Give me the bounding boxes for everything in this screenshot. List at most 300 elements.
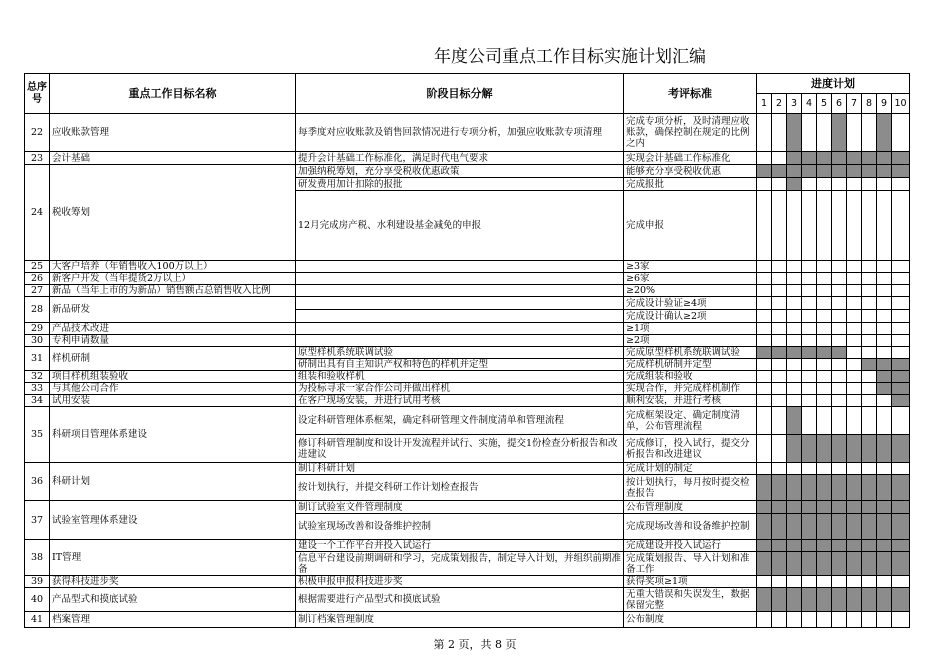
progress-cell-month-5 <box>817 261 832 273</box>
progress-cell-month-2 <box>772 359 787 371</box>
progress-cell-month-8 <box>862 114 877 152</box>
progress-cell-month-1 <box>757 359 772 371</box>
progress-cell-month-9 <box>877 407 892 435</box>
progress-cell-month-1 <box>757 152 772 165</box>
progress-cell-month-9 <box>877 576 892 588</box>
row-criteria: ≥1项 <box>624 323 757 335</box>
progress-cell-month-9 <box>877 335 892 347</box>
progress-cell-month-4 <box>802 552 817 576</box>
progress-cell-month-10 <box>892 407 910 435</box>
progress-cell-month-3 <box>787 335 802 347</box>
progress-cell-month-9 <box>877 383 892 395</box>
progress-cell-month-5 <box>817 323 832 335</box>
row-criteria: 完成现场改善和设备维护控制 <box>624 514 757 540</box>
progress-cell-month-5 <box>817 347 832 359</box>
progress-cell-month-5 <box>817 588 832 612</box>
progress-cell-month-1 <box>757 261 772 273</box>
progress-cell-month-5 <box>817 407 832 435</box>
progress-cell-month-4 <box>802 576 817 588</box>
row-goal-name: 大客户培养（年销售收入100万以上） <box>50 261 296 273</box>
progress-cell-month-6 <box>832 435 847 463</box>
progress-cell-month-10 <box>892 165 910 178</box>
progress-cell-month-4 <box>802 178 817 191</box>
progress-cell-month-1 <box>757 540 772 552</box>
progress-cell-month-3 <box>787 407 802 435</box>
progress-cell-month-10 <box>892 310 910 323</box>
table-row <box>25 297 910 310</box>
progress-cell-month-7 <box>847 383 862 395</box>
progress-cell-month-8 <box>862 347 877 359</box>
progress-cell-month-2 <box>772 261 787 273</box>
progress-cell-month-3 <box>787 359 802 371</box>
progress-cell-month-2 <box>772 588 787 612</box>
table-row <box>25 114 910 152</box>
row-stage-breakdown: 设定科研管理体系框架，确定科研管理文件制度清单和管理流程 <box>296 407 624 435</box>
progress-cell-month-2 <box>772 114 787 152</box>
progress-cell-month-7 <box>847 475 862 501</box>
progress-cell-month-7 <box>847 165 862 178</box>
row-stage-breakdown: 在客户现场安装，并进行试用考核 <box>296 395 624 407</box>
header-month-10: 10 <box>892 94 910 114</box>
progress-cell-month-1 <box>757 165 772 178</box>
progress-cell-month-4 <box>802 407 817 435</box>
progress-cell-month-9 <box>877 359 892 371</box>
progress-cell-month-5 <box>817 178 832 191</box>
progress-cell-month-4 <box>802 323 817 335</box>
progress-cell-month-7 <box>847 273 862 285</box>
row-goal-name: 项目样机组装验收 <box>50 371 296 383</box>
header-breakdown: 阶段目标分解 <box>296 74 624 114</box>
table-row <box>25 407 910 435</box>
progress-cell-month-10 <box>892 178 910 191</box>
progress-cell-month-8 <box>862 514 877 540</box>
progress-cell-month-5 <box>817 501 832 514</box>
progress-cell-month-6 <box>832 588 847 612</box>
progress-cell-month-3 <box>787 191 802 261</box>
row-stage-breakdown: 提升会计基础工作标准化，满足时代电气要求 <box>296 152 624 165</box>
progress-cell-month-6 <box>832 178 847 191</box>
row-criteria: ≥2项 <box>624 335 757 347</box>
progress-cell-month-2 <box>772 297 787 310</box>
progress-cell-month-7 <box>847 576 862 588</box>
progress-cell-month-1 <box>757 475 772 501</box>
row-stage-breakdown: 信息平台建设前期调研和学习，完成策划报告，制定导入计划，并组织前期准备 <box>296 552 624 576</box>
progress-cell-month-8 <box>862 285 877 297</box>
progress-cell-month-7 <box>847 347 862 359</box>
progress-cell-month-6 <box>832 261 847 273</box>
progress-cell-month-10 <box>892 435 910 463</box>
row-seq-number: 24 <box>25 165 50 261</box>
row-criteria: 公布管理制度 <box>624 501 757 514</box>
progress-cell-month-9 <box>877 501 892 514</box>
progress-cell-month-10 <box>892 383 910 395</box>
progress-cell-month-10 <box>892 323 910 335</box>
progress-cell-month-3 <box>787 435 802 463</box>
row-stage-breakdown: 研制出具有自主知识产权和特色的样机并定型 <box>296 359 624 371</box>
progress-cell-month-8 <box>862 178 877 191</box>
progress-cell-month-7 <box>847 395 862 407</box>
row-stage-breakdown: 积极申报申报科技进步奖 <box>296 576 624 588</box>
progress-cell-month-6 <box>832 347 847 359</box>
row-criteria: 完成计划的制定 <box>624 463 757 475</box>
progress-cell-month-2 <box>772 463 787 475</box>
row-seq-number: 22 <box>25 114 50 152</box>
progress-cell-month-8 <box>862 435 877 463</box>
table-row <box>25 383 910 395</box>
progress-cell-month-3 <box>787 475 802 501</box>
progress-cell-month-10 <box>892 576 910 588</box>
progress-cell-month-10 <box>892 335 910 347</box>
progress-cell-month-2 <box>772 501 787 514</box>
progress-cell-month-7 <box>847 285 862 297</box>
progress-cell-month-4 <box>802 588 817 612</box>
row-criteria: 完成原型样机系统联调试验 <box>624 347 757 359</box>
row-criteria: ≥20% <box>624 285 757 297</box>
progress-cell-month-9 <box>877 178 892 191</box>
progress-cell-month-10 <box>892 261 910 273</box>
progress-cell-month-8 <box>862 297 877 310</box>
progress-cell-month-3 <box>787 552 802 576</box>
progress-cell-month-4 <box>802 297 817 310</box>
progress-cell-month-7 <box>847 407 862 435</box>
progress-cell-month-8 <box>862 576 877 588</box>
progress-cell-month-10 <box>892 514 910 540</box>
row-criteria: 按计划执行，每月按时提交检查报告 <box>624 475 757 501</box>
progress-cell-month-4 <box>802 261 817 273</box>
row-criteria: 能够充分享受税收优惠 <box>624 165 757 178</box>
table-row <box>25 371 910 383</box>
progress-cell-month-10 <box>892 359 910 371</box>
progress-cell-month-3 <box>787 347 802 359</box>
progress-cell-month-10 <box>892 152 910 165</box>
progress-cell-month-8 <box>862 407 877 435</box>
progress-cell-month-6 <box>832 501 847 514</box>
progress-cell-month-5 <box>817 165 832 178</box>
row-criteria: 完成修订，投入试行，提交分析报告和改进建议 <box>624 435 757 463</box>
table-row <box>25 273 910 285</box>
progress-cell-month-3 <box>787 514 802 540</box>
row-goal-name: 产品型式和摸底试验 <box>50 588 296 612</box>
row-stage-breakdown: 制订科研计划 <box>296 463 624 475</box>
progress-cell-month-3 <box>787 612 802 628</box>
progress-cell-month-2 <box>772 178 787 191</box>
row-goal-name: 会计基础 <box>50 152 296 165</box>
row-seq-number: 41 <box>25 612 50 628</box>
table-row <box>25 540 910 552</box>
row-seq-number: 25 <box>25 261 50 273</box>
row-criteria: 完成设计验证≥4项 <box>624 297 757 310</box>
row-stage-breakdown: 每季度对应收账款及销售回款情况进行专项分析，加强应收账款专项清理 <box>296 114 624 152</box>
row-seq-number: 31 <box>25 347 50 371</box>
progress-cell-month-6 <box>832 285 847 297</box>
progress-cell-month-1 <box>757 178 772 191</box>
row-criteria: 完成建设并投入试运行 <box>624 540 757 552</box>
table-row <box>25 501 910 514</box>
row-stage-breakdown <box>296 323 624 335</box>
header-progress: 进度计划 <box>757 74 910 94</box>
progress-cell-month-9 <box>877 191 892 261</box>
progress-cell-month-2 <box>772 552 787 576</box>
progress-cell-month-1 <box>757 297 772 310</box>
progress-cell-month-6 <box>832 371 847 383</box>
progress-cell-month-1 <box>757 114 772 152</box>
progress-cell-month-9 <box>877 540 892 552</box>
row-stage-breakdown: 12月完成房产税、水利建设基金减免的申报 <box>296 191 624 261</box>
row-goal-name: 税收筹划 <box>50 165 296 261</box>
row-seq-number: 30 <box>25 335 50 347</box>
progress-cell-month-9 <box>877 297 892 310</box>
progress-cell-month-7 <box>847 310 862 323</box>
progress-cell-month-1 <box>757 435 772 463</box>
progress-cell-month-6 <box>832 310 847 323</box>
header-month-8: 8 <box>862 94 877 114</box>
progress-cell-month-2 <box>772 165 787 178</box>
progress-cell-month-6 <box>832 114 847 152</box>
progress-cell-month-8 <box>862 310 877 323</box>
progress-cell-month-8 <box>862 395 877 407</box>
progress-cell-month-8 <box>862 371 877 383</box>
page-title: 年度公司重点工作目标实施计划汇编 <box>434 47 706 67</box>
progress-cell-month-4 <box>802 475 817 501</box>
progress-cell-month-1 <box>757 371 772 383</box>
progress-cell-month-2 <box>772 371 787 383</box>
progress-cell-month-2 <box>772 273 787 285</box>
page-footer: 第 2 页，共 8 页 <box>433 638 517 651</box>
progress-cell-month-6 <box>832 359 847 371</box>
progress-cell-month-6 <box>832 540 847 552</box>
progress-cell-month-8 <box>862 552 877 576</box>
row-stage-breakdown: 研发费用加计扣除的报批 <box>296 178 624 191</box>
progress-cell-month-1 <box>757 552 772 576</box>
header-month-3: 3 <box>787 94 802 114</box>
row-stage-breakdown: 制订试验室文件管理制度 <box>296 501 624 514</box>
progress-cell-month-2 <box>772 514 787 540</box>
row-goal-name: 新品（当年上市的为新品）销售额占总销售收入比例 <box>50 285 296 297</box>
row-seq-number: 36 <box>25 463 50 501</box>
progress-cell-month-6 <box>832 152 847 165</box>
row-stage-breakdown: 制订档案管理制度 <box>296 612 624 628</box>
progress-cell-month-7 <box>847 152 862 165</box>
header-month-6: 6 <box>832 94 847 114</box>
progress-cell-month-7 <box>847 552 862 576</box>
progress-cell-month-1 <box>757 463 772 475</box>
progress-cell-month-1 <box>757 285 772 297</box>
progress-cell-month-5 <box>817 612 832 628</box>
progress-cell-month-5 <box>817 371 832 383</box>
progress-cell-month-2 <box>772 435 787 463</box>
progress-cell-month-6 <box>832 383 847 395</box>
progress-cell-month-8 <box>862 540 877 552</box>
progress-cell-month-7 <box>847 323 862 335</box>
progress-cell-month-4 <box>802 612 817 628</box>
progress-cell-month-1 <box>757 576 772 588</box>
row-stage-breakdown <box>296 335 624 347</box>
progress-cell-month-10 <box>892 347 910 359</box>
row-stage-breakdown <box>296 297 624 310</box>
progress-cell-month-2 <box>772 347 787 359</box>
progress-cell-month-9 <box>877 261 892 273</box>
progress-cell-month-1 <box>757 347 772 359</box>
progress-cell-month-1 <box>757 407 772 435</box>
row-criteria: 完成策划报告、导入计划和准备工作 <box>624 552 757 576</box>
row-goal-name: 试用安装 <box>50 395 296 407</box>
progress-cell-month-7 <box>847 297 862 310</box>
progress-cell-month-2 <box>772 335 787 347</box>
progress-cell-month-2 <box>772 310 787 323</box>
header-criteria: 考评标准 <box>624 74 757 114</box>
row-stage-breakdown: 建设一个工作平台并投入试运行 <box>296 540 624 552</box>
progress-cell-month-8 <box>862 165 877 178</box>
header-month-7: 7 <box>847 94 862 114</box>
row-goal-name: 专利申请数量 <box>50 335 296 347</box>
table-row <box>25 347 910 359</box>
progress-cell-month-3 <box>787 395 802 407</box>
progress-cell-month-5 <box>817 273 832 285</box>
progress-cell-month-3 <box>787 383 802 395</box>
table-row <box>25 323 910 335</box>
row-criteria: 完成组装和验收 <box>624 371 757 383</box>
row-criteria: ≥6家 <box>624 273 757 285</box>
progress-cell-month-9 <box>877 165 892 178</box>
progress-cell-month-10 <box>892 191 910 261</box>
header-name: 重点工作目标名称 <box>50 74 296 114</box>
row-seq-number: 28 <box>25 297 50 323</box>
row-stage-breakdown: 组装和验收样机 <box>296 371 624 383</box>
row-criteria: 顺利安装，并进行考核 <box>624 395 757 407</box>
progress-cell-month-8 <box>862 323 877 335</box>
row-seq-number: 39 <box>25 576 50 588</box>
row-seq-number: 34 <box>25 395 50 407</box>
progress-cell-month-1 <box>757 310 772 323</box>
progress-cell-month-3 <box>787 285 802 297</box>
progress-cell-month-3 <box>787 152 802 165</box>
progress-cell-month-4 <box>802 310 817 323</box>
progress-cell-month-10 <box>892 285 910 297</box>
progress-cell-month-7 <box>847 261 862 273</box>
progress-cell-month-4 <box>802 383 817 395</box>
row-seq-number: 26 <box>25 273 50 285</box>
progress-cell-month-5 <box>817 297 832 310</box>
progress-cell-month-5 <box>817 552 832 576</box>
row-criteria: 实现合作，并完成样机制作 <box>624 383 757 395</box>
progress-cell-month-8 <box>862 463 877 475</box>
progress-cell-month-6 <box>832 407 847 435</box>
table-row <box>25 165 910 178</box>
header-month-1: 1 <box>757 94 772 114</box>
progress-cell-month-2 <box>772 407 787 435</box>
progress-cell-month-5 <box>817 359 832 371</box>
progress-cell-month-10 <box>892 612 910 628</box>
row-criteria: 实现会计基础工作标准化 <box>624 152 757 165</box>
row-stage-breakdown: 加强纳税筹划，充分享受税收优惠政策 <box>296 165 624 178</box>
progress-cell-month-3 <box>787 501 802 514</box>
progress-cell-month-1 <box>757 501 772 514</box>
progress-cell-month-5 <box>817 463 832 475</box>
progress-cell-month-1 <box>757 514 772 540</box>
progress-cell-month-7 <box>847 612 862 628</box>
progress-cell-month-7 <box>847 114 862 152</box>
progress-cell-month-5 <box>817 475 832 501</box>
progress-cell-month-4 <box>802 347 817 359</box>
progress-cell-month-10 <box>892 501 910 514</box>
progress-cell-month-3 <box>787 114 802 152</box>
progress-cell-month-8 <box>862 191 877 261</box>
row-criteria: 完成申报 <box>624 191 757 261</box>
row-goal-name: 与其他公司合作 <box>50 383 296 395</box>
row-stage-breakdown: 为投标寻求一家合作公司并做出样机 <box>296 383 624 395</box>
progress-cell-month-8 <box>862 501 877 514</box>
progress-cell-month-7 <box>847 191 862 261</box>
progress-cell-month-3 <box>787 323 802 335</box>
row-seq-number: 29 <box>25 323 50 335</box>
row-criteria: 公布制度 <box>624 612 757 628</box>
row-goal-name: 产品技术改进 <box>50 323 296 335</box>
header-month-4: 4 <box>802 94 817 114</box>
progress-cell-month-3 <box>787 273 802 285</box>
row-stage-breakdown: 试验室现场改善和设备维护控制 <box>296 514 624 540</box>
progress-cell-month-4 <box>802 114 817 152</box>
progress-cell-month-10 <box>892 552 910 576</box>
row-stage-breakdown: 按计划执行，并提交科研工作计划检查报告 <box>296 475 624 501</box>
progress-cell-month-5 <box>817 576 832 588</box>
progress-cell-month-4 <box>802 273 817 285</box>
progress-cell-month-8 <box>862 335 877 347</box>
progress-cell-month-8 <box>862 273 877 285</box>
progress-cell-month-6 <box>832 514 847 540</box>
progress-cell-month-8 <box>862 383 877 395</box>
progress-cell-month-2 <box>772 612 787 628</box>
progress-cell-month-1 <box>757 612 772 628</box>
row-goal-name: 新客户开发（当年提货2万以上） <box>50 273 296 285</box>
progress-cell-month-2 <box>772 475 787 501</box>
progress-cell-month-2 <box>772 191 787 261</box>
row-goal-name: 获得科技进步奖 <box>50 576 296 588</box>
progress-cell-month-6 <box>832 335 847 347</box>
progress-cell-month-6 <box>832 323 847 335</box>
progress-cell-month-10 <box>892 463 910 475</box>
progress-cell-month-3 <box>787 165 802 178</box>
progress-cell-month-3 <box>787 371 802 383</box>
header-month-5: 5 <box>817 94 832 114</box>
progress-cell-month-7 <box>847 588 862 612</box>
table-row <box>25 576 910 588</box>
progress-cell-month-10 <box>892 475 910 501</box>
progress-cell-month-3 <box>787 178 802 191</box>
progress-cell-month-1 <box>757 335 772 347</box>
progress-cell-month-8 <box>862 612 877 628</box>
progress-cell-month-3 <box>787 310 802 323</box>
progress-cell-month-7 <box>847 514 862 540</box>
progress-cell-month-1 <box>757 273 772 285</box>
row-stage-breakdown: 根据需要进行产品型式和摸底试验 <box>296 588 624 612</box>
row-stage-breakdown: 修订科研管理制度和设计开发流程并试行、实施，提交1份检查分析报告和改进建议 <box>296 435 624 463</box>
progress-cell-month-4 <box>802 540 817 552</box>
progress-cell-month-6 <box>832 273 847 285</box>
progress-cell-month-2 <box>772 576 787 588</box>
progress-cell-month-9 <box>877 152 892 165</box>
plan-table <box>24 73 910 628</box>
row-seq-number: 33 <box>25 383 50 395</box>
row-criteria: 无重大错误和失误发生，数据保留完整 <box>624 588 757 612</box>
table-row <box>25 152 910 165</box>
progress-cell-month-5 <box>817 435 832 463</box>
progress-cell-month-2 <box>772 540 787 552</box>
progress-cell-month-3 <box>787 540 802 552</box>
progress-cell-month-9 <box>877 310 892 323</box>
progress-cell-month-4 <box>802 165 817 178</box>
row-criteria: 完成样机研制并定型 <box>624 359 757 371</box>
progress-cell-month-5 <box>817 191 832 261</box>
